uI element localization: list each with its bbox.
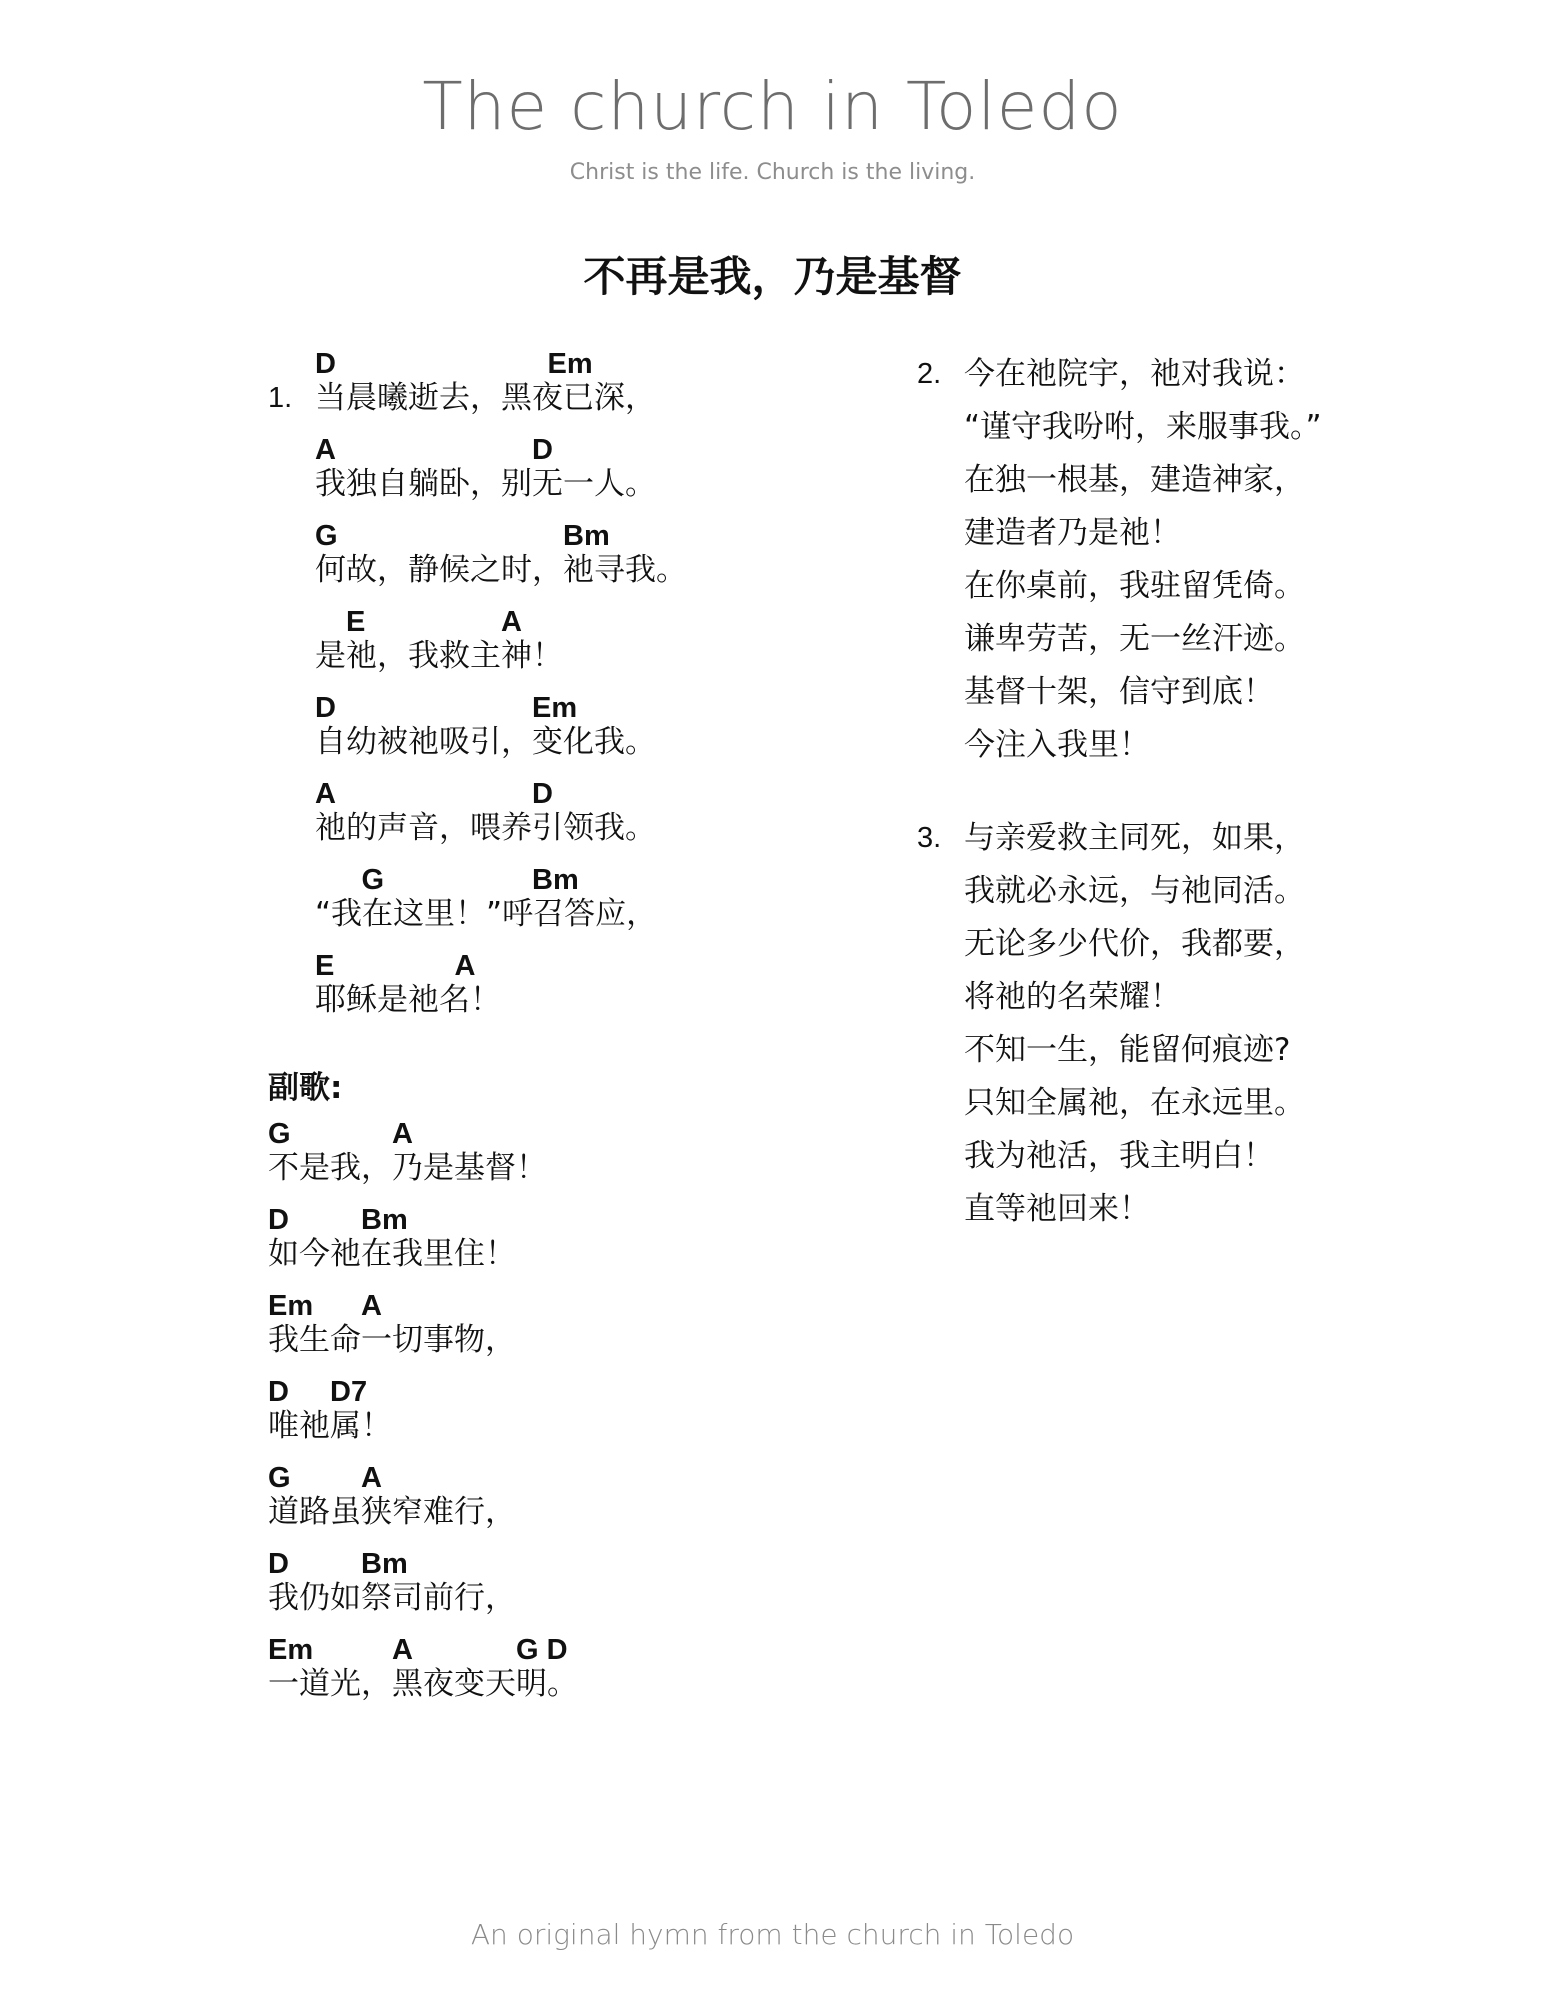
chord: Em: [268, 1290, 314, 1322]
chord: Bm: [563, 520, 610, 552]
verse-number: 3.: [917, 822, 942, 854]
chord: Em: [268, 1634, 314, 1666]
verse-number: 2.: [917, 358, 942, 390]
chord-row: [315, 342, 888, 379]
lyric-line: 将祂的名荣耀！: [964, 979, 1181, 1015]
lyric-line: [268, 944, 888, 1030]
lyric-line: 今注入我里！: [964, 727, 1150, 763]
lyric-text: 是祂，我救主神！: [315, 638, 563, 674]
chord-row: [315, 428, 888, 465]
lyric-text: 自幼被祂吸引，变化我。: [315, 724, 656, 760]
lyric-text: 我仍如祭司前行，: [268, 1580, 516, 1616]
chord: Bm: [361, 1548, 408, 1580]
footer: An original hymn from the church in Toledo: [470, 1918, 1075, 1951]
lyric-line: [268, 772, 888, 858]
chord: G D: [516, 1634, 568, 1666]
chord-row: [315, 944, 888, 981]
right-column: [917, 352, 1477, 1240]
site-title: The church in Toledo: [422, 68, 1123, 145]
lyric-line: [268, 1628, 888, 1714]
lyric-line: [268, 342, 888, 428]
lyric-text: 祂的声音，喂养引领我。: [315, 810, 656, 846]
lyric-line: [268, 1112, 888, 1198]
lyric-line: [268, 686, 888, 772]
chord: D: [315, 692, 336, 724]
page-header: [0, 62, 1545, 185]
chord: D: [315, 348, 336, 380]
chord-row: [268, 1198, 888, 1235]
chord-row: [315, 772, 888, 809]
verse-2: [917, 352, 1477, 776]
chord: D: [268, 1204, 289, 1236]
chord: D: [532, 778, 553, 810]
lyric-line: 我就必永远，与祂同活。: [964, 873, 1305, 909]
chord: Bm: [361, 1204, 408, 1236]
lyric-text: 唯祂属！: [268, 1408, 392, 1444]
tagline: Christ is the life. Church is the living.: [569, 160, 976, 185]
chord: G: [268, 1118, 291, 1150]
lyric-text: 道路虽狭窄难行，: [268, 1494, 516, 1530]
chord: A: [392, 1118, 413, 1150]
chord-row: [268, 1456, 888, 1493]
lyric-text: 如今祂在我里住！: [268, 1236, 516, 1272]
chord: Em: [532, 692, 578, 724]
lyric-text: 一道光，黑夜变天明。: [268, 1666, 578, 1702]
chord: A: [454, 950, 476, 982]
lyric-text: 何故，静候之时，祂寻我。: [315, 552, 687, 588]
chord: E: [346, 606, 366, 638]
chord: A: [315, 434, 336, 466]
chord: E: [315, 950, 335, 982]
chord-row: [315, 686, 888, 723]
chord-row: [315, 858, 888, 895]
left-column: [268, 342, 888, 1714]
lyric-line: 只知全属祂，在永远里。: [964, 1085, 1305, 1121]
lyric-text: 当晨曦逝去，黑夜已深，: [315, 380, 656, 416]
lyric-line: [268, 1284, 888, 1370]
lyric-line: “谨守我吩咐，来服事我。”: [964, 409, 1322, 445]
lyric-line: 今在祂院宇，祂对我说：: [964, 356, 1305, 392]
lyric-text: 我独自躺卧，别无一人。: [315, 466, 656, 502]
lyric-line: 无论多少代价，我都要，: [964, 926, 1305, 962]
chord-row: [315, 600, 888, 637]
chorus-label: 副歌:: [268, 1070, 343, 1106]
lyric-line: [268, 1456, 888, 1542]
chord: D: [532, 434, 553, 466]
song-title: 不再是我，乃是基督: [583, 252, 962, 301]
chord: A: [361, 1462, 382, 1494]
lyric-line: 直等祂回来！: [964, 1191, 1150, 1227]
chorus: [268, 1112, 888, 1714]
lyric-line: 在你桌前，我驻留凭倚。: [964, 568, 1305, 604]
lyric-line: 基督十架，信守到底！: [964, 674, 1274, 710]
chord-row: [268, 1284, 888, 1321]
lyric-line: [268, 1198, 888, 1284]
verse-lines: [917, 816, 1477, 1240]
verse-lines: [917, 352, 1477, 776]
chord-row: [268, 1542, 888, 1579]
chord: D: [268, 1376, 289, 1408]
lyric-text: 不是我，乃是基督！: [268, 1150, 547, 1186]
chord: G: [361, 864, 385, 896]
lyric-line: 建造者乃是祂！: [964, 515, 1181, 551]
lyric-line: 谦卑劳苦，无一丝汗迹。: [964, 621, 1305, 657]
chord-row: [315, 514, 888, 551]
chord-row: [268, 1628, 888, 1665]
chord-row: [268, 1112, 888, 1149]
chord: G: [268, 1462, 291, 1494]
verse-3: [917, 816, 1477, 1240]
lyric-line: [268, 1370, 888, 1456]
lyric-line: [268, 428, 888, 514]
lyric-text: 我生命一切事物，: [268, 1322, 516, 1358]
lyric-line: [268, 1542, 888, 1628]
verse-1: [268, 342, 888, 1030]
lyric-line: 与亲爱救主同死，如果，: [964, 820, 1305, 856]
lyric-line: [268, 600, 888, 686]
lyric-line: 我为祂活，我主明白！: [964, 1138, 1274, 1174]
lyric-text: “我在这里！”呼召答应，: [315, 896, 658, 932]
chord-row: [268, 1370, 888, 1407]
chord: A: [392, 1634, 413, 1666]
chord: G: [315, 520, 338, 552]
chord: Bm: [532, 864, 579, 896]
chord: Em: [547, 348, 593, 380]
lyric-line: 不知一生，能留何痕迹?: [964, 1032, 1291, 1068]
chord: A: [361, 1290, 382, 1322]
verse-number: 1.: [268, 382, 293, 414]
lyric-text: 耶稣是祂名！: [315, 982, 501, 1018]
chord: A: [315, 778, 336, 810]
chord: D7: [330, 1376, 368, 1408]
lyric-line: [268, 514, 888, 600]
chord: D: [268, 1548, 289, 1580]
lyric-line: 在独一根基，建造神家，: [964, 462, 1305, 498]
chord: A: [501, 606, 522, 638]
lyric-line: [268, 858, 888, 944]
